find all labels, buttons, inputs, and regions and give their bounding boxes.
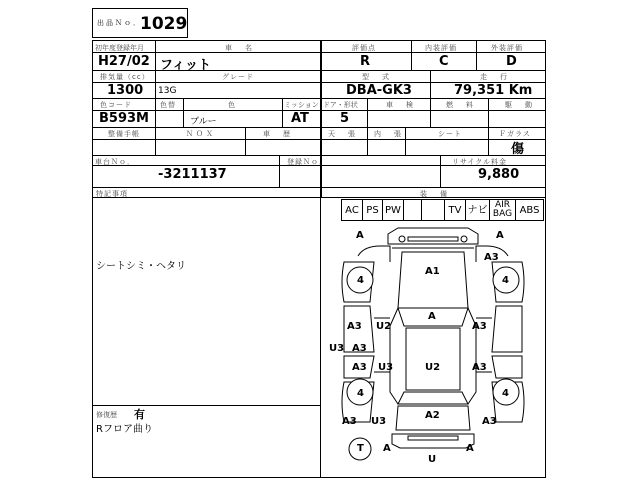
glass-value: 傷 xyxy=(511,142,525,157)
capacity-label: 車 検 xyxy=(386,101,416,109)
damage-rear-right-corner: A xyxy=(466,443,474,454)
transmission-value: AT xyxy=(291,111,309,126)
repair-label: 修復歴 xyxy=(96,411,117,419)
grade-value: 13G xyxy=(158,86,177,96)
damage-rear-left-quarter-u: U3 xyxy=(371,416,387,427)
lot-number: 1029 xyxy=(140,14,188,34)
color-code-value: B593M xyxy=(99,111,149,126)
glass-label: Ｆガラス xyxy=(499,130,531,138)
mileage-label: 走 行 xyxy=(480,73,510,81)
damage-rear-right-quarter: A3 xyxy=(482,416,497,427)
model-label: 型 式 xyxy=(362,73,392,81)
damage-rear-left-corner: A xyxy=(383,443,391,454)
damage-front-left-wheel: 4 xyxy=(357,275,364,286)
score-value: R xyxy=(360,54,371,69)
manual-label: 整備手帳 xyxy=(108,130,140,138)
model-value: DBA-GK3 xyxy=(346,83,412,98)
exterior-label: 外装評価 xyxy=(491,44,523,52)
doors-value: 5 xyxy=(340,111,350,126)
color-type-label: 色替 xyxy=(160,101,176,109)
notes-label: 特記事項 xyxy=(96,190,128,198)
interior-value: C xyxy=(439,54,449,69)
damage-rear-right-wheel: 4 xyxy=(502,388,509,399)
fuel-label: 燃 料 xyxy=(446,101,476,109)
damage-left-front-door-u: U2 xyxy=(376,321,392,332)
color-value: ブルー xyxy=(190,117,217,127)
repair-value: 有 xyxy=(134,408,145,421)
equip-tv: TV xyxy=(444,199,466,221)
damage-hood: A1 xyxy=(425,266,440,277)
damage-left-rear-door-u: U3 xyxy=(378,362,394,373)
damage-cabin-floor: U2 xyxy=(425,362,441,373)
lot-label: 出品Ｎｏ． xyxy=(97,19,142,27)
drive-label: 駆 動 xyxy=(505,101,535,109)
damage-left-pillar-a: A3 xyxy=(352,343,367,354)
damage-left-rear-door: A3 xyxy=(352,362,367,373)
equip-navi: ナビ xyxy=(465,199,490,221)
damage-spare-tire: T xyxy=(357,443,364,454)
first-reg-label: 初年度登録年月 xyxy=(95,44,144,52)
score-label: 評価点 xyxy=(352,44,376,52)
damage-right-front-door: A3 xyxy=(472,321,487,332)
color-code-label: 色コード xyxy=(100,101,132,109)
equipment-label: 装 備 xyxy=(420,190,450,198)
damage-rear-bumper: U xyxy=(428,454,437,465)
doors-label: ドア・形状 xyxy=(323,101,358,109)
damage-right-rear-door: A3 xyxy=(472,362,487,373)
equip-blank-1 xyxy=(403,199,422,221)
car-name-value: フィット xyxy=(160,58,211,73)
equip-blank-2 xyxy=(421,199,445,221)
equip-ps: PS xyxy=(362,199,383,221)
equip-ac: AC xyxy=(341,199,363,221)
damage-front-right-fender: A3 xyxy=(484,252,499,263)
note-floor-bend: Rフロア曲り xyxy=(96,424,153,435)
registration-label: 登録Ｎｏ． xyxy=(287,158,327,166)
damage-left-front-door-a: A3 xyxy=(347,321,362,332)
damage-front-right-corner: A xyxy=(496,230,504,241)
interior-roof-label: 内 張 xyxy=(374,130,404,138)
mileage-value: 79,351 Km xyxy=(454,83,533,98)
equip-abs: ABS xyxy=(515,199,544,221)
first-reg-value: H27/02 xyxy=(98,54,150,69)
lot-number-box xyxy=(92,8,188,38)
damage-trunk: A2 xyxy=(425,410,440,421)
damage-roof: A xyxy=(428,311,436,322)
equip-airbag: AIR BAG xyxy=(489,199,516,221)
equip-pw: PW xyxy=(382,199,404,221)
chassis-value: -3211137 xyxy=(158,167,227,182)
transmission-label: ミッション xyxy=(284,101,319,109)
damage-left-pillar-u: U3 xyxy=(329,343,345,354)
interior-label: 内装評価 xyxy=(425,44,457,52)
displacement-value: 1300 xyxy=(107,83,144,98)
displacement-label: 排気量（cc） xyxy=(100,73,150,81)
seat-label: シート xyxy=(438,130,462,138)
chassis-label: 車台Ｎｏ． xyxy=(95,158,135,166)
damage-front-left-corner: A xyxy=(356,230,364,241)
note-seat-stain: シートシミ・ヘタリ xyxy=(96,261,186,272)
damage-rear-left-quarter-a: A3 xyxy=(342,416,357,427)
sunroof-label: 天 張 xyxy=(328,130,358,138)
car-name-label: 車 名 xyxy=(225,44,255,52)
recycle-label: リサイクル料金 xyxy=(452,158,508,166)
damage-front-right-wheel: 4 xyxy=(502,275,509,286)
recycle-value: 9,880 xyxy=(478,167,520,182)
grade-label: グレード xyxy=(222,73,254,81)
damage-rear-left-wheel: 4 xyxy=(357,388,364,399)
nox-label: ＮＯＸ xyxy=(186,130,216,138)
exterior-value: D xyxy=(506,54,517,69)
color-label: 色 xyxy=(228,101,238,109)
history-label: 車 歴 xyxy=(263,130,293,138)
